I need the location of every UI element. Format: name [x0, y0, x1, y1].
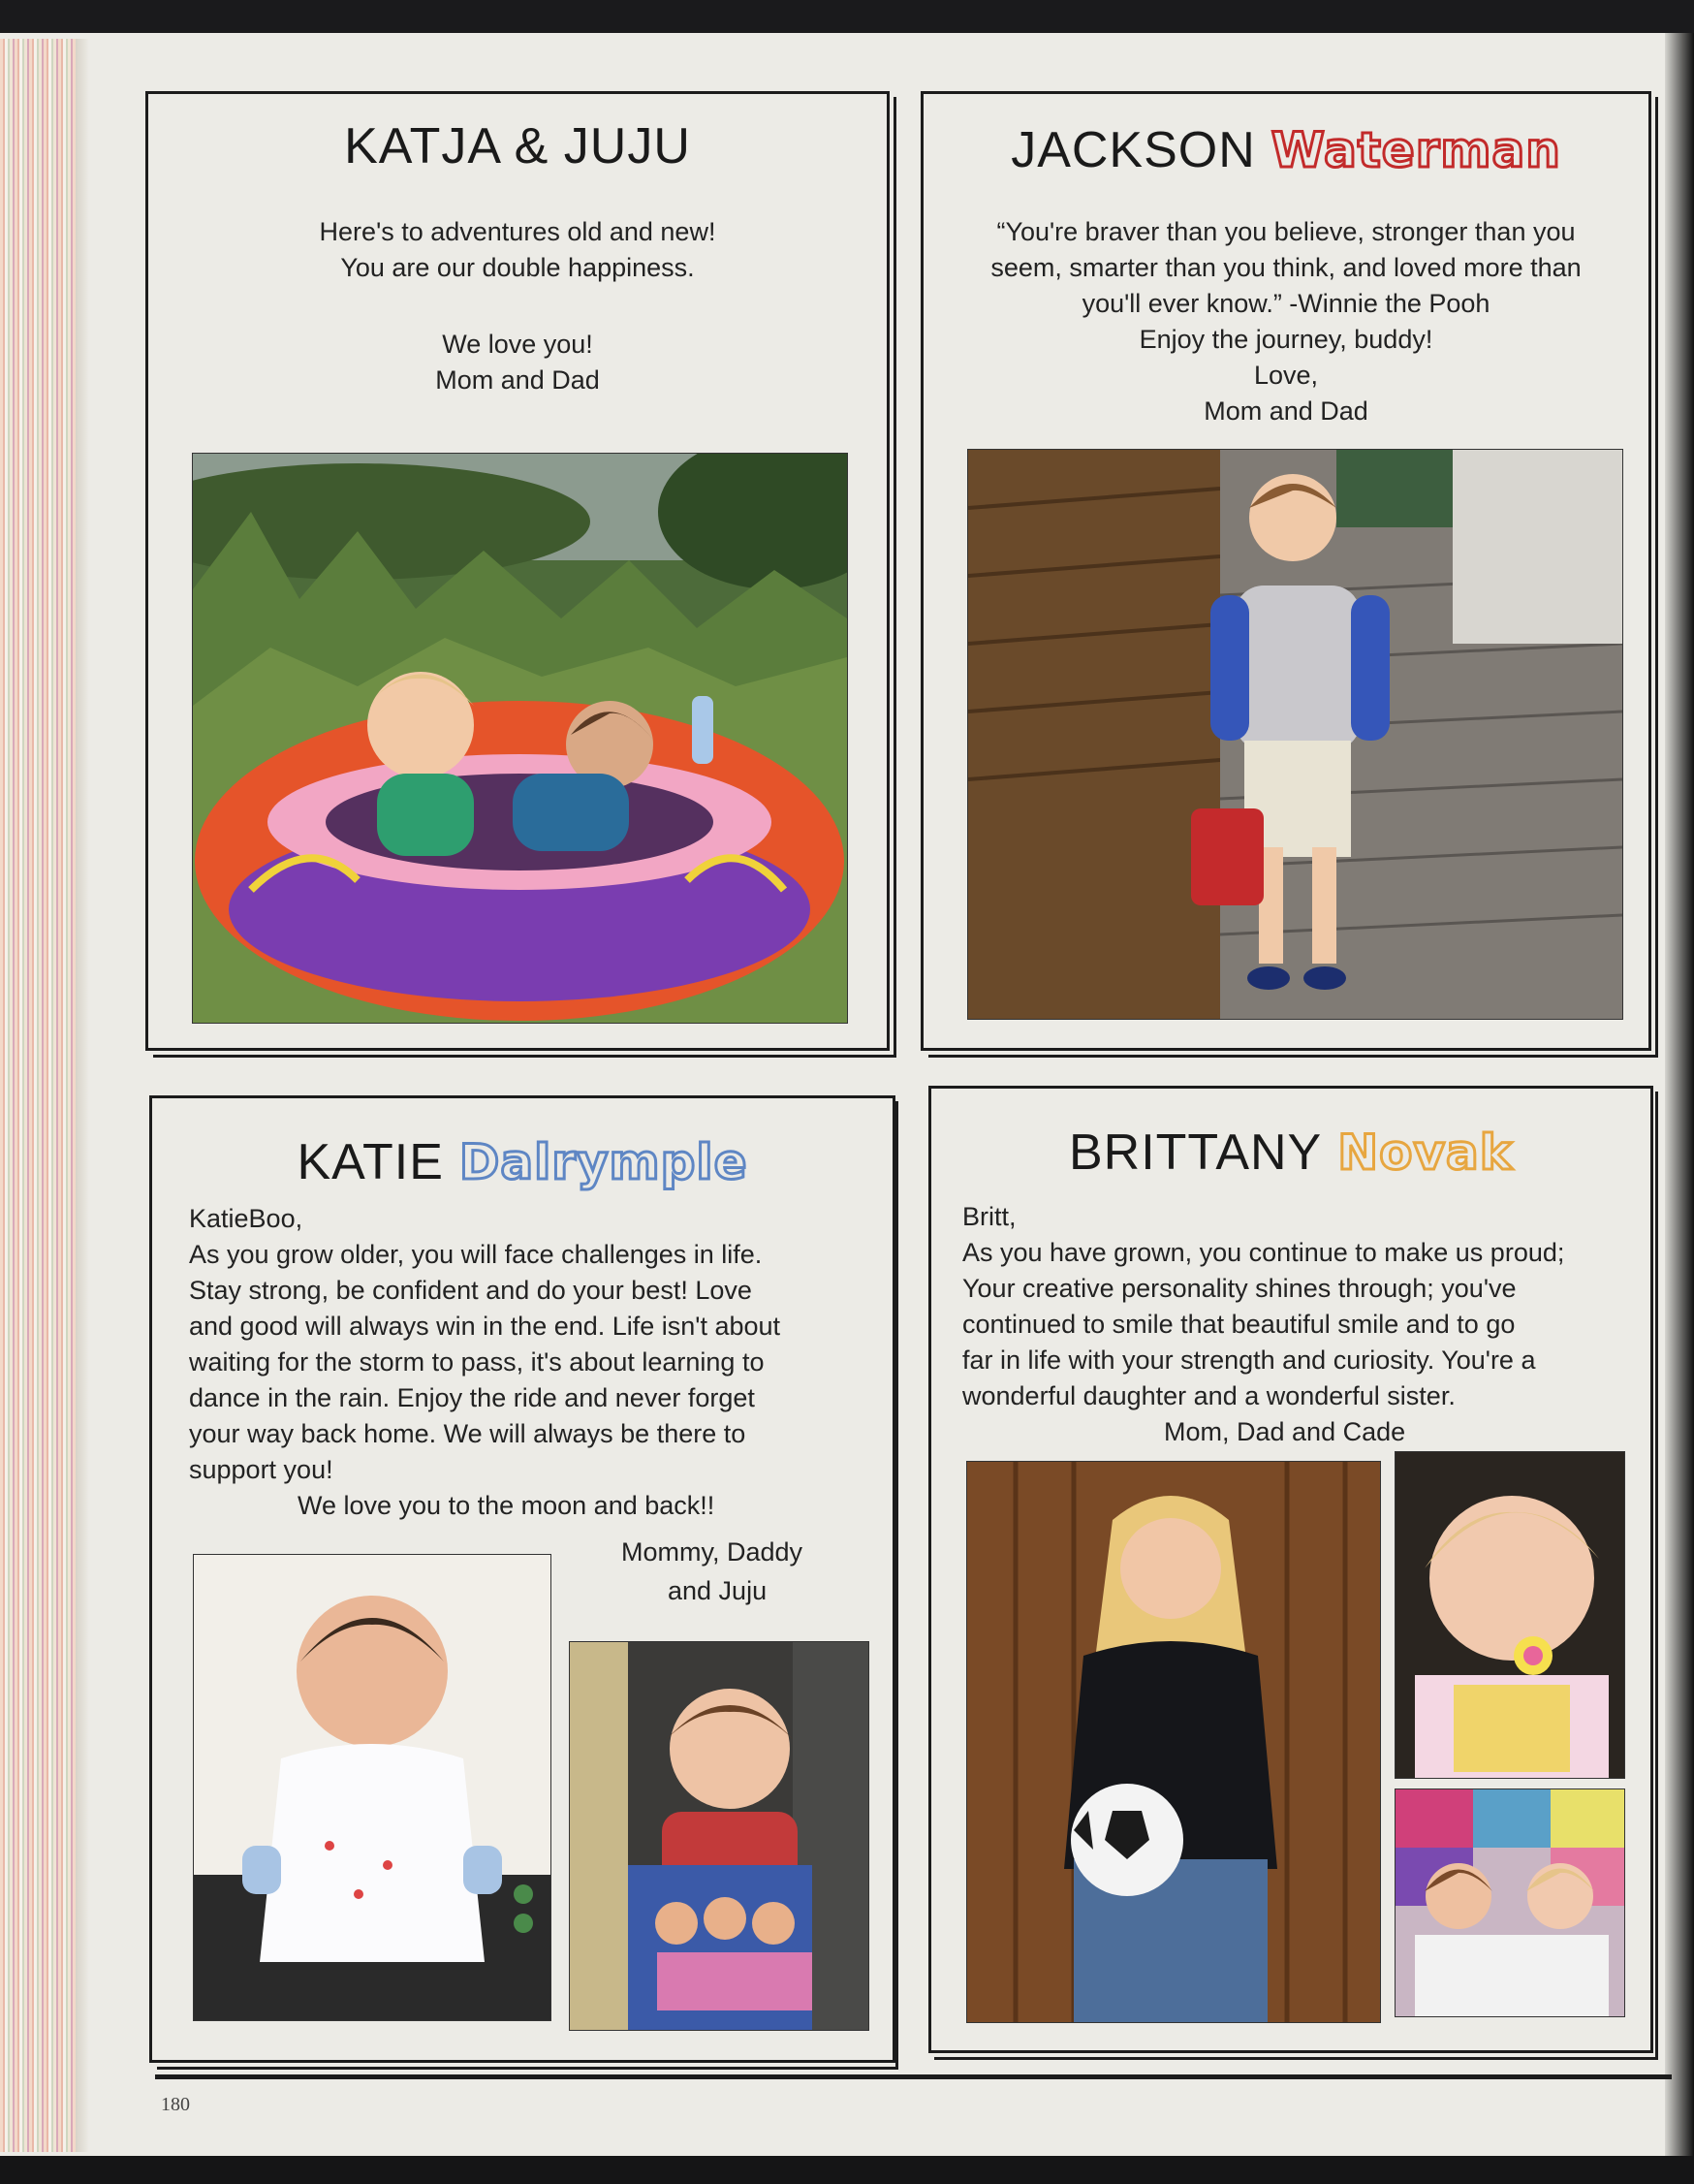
panel-jackson-waterman: [921, 91, 1651, 1051]
message-line: Here's to adventures old and new!: [319, 217, 716, 246]
page-edge-stripes: [0, 39, 87, 2152]
signature-line: Mom, Dad and Cade: [1164, 1417, 1406, 1446]
message-line: wonderful daughter and a wonderful sister.: [962, 1381, 1456, 1410]
panel-title: [931, 1124, 1650, 1182]
message-line: Your creative personality shines through; you've: [962, 1274, 1517, 1303]
signature-line: and Juju: [668, 1576, 768, 1605]
photo-kids-on-inflatable-image: [193, 454, 847, 1023]
first-name: BRITTANY: [1068, 1124, 1323, 1181]
message: [924, 214, 1648, 429]
page-gutter-shade: [76, 39, 89, 2152]
surname: Waterman: [1270, 122, 1561, 178]
page-number: 180: [161, 2094, 190, 2115]
message-line: “You're braver than you believe, stronger than you: [996, 217, 1576, 246]
photo-siblings-image: [1396, 1789, 1624, 2016]
first-name: JACKSON: [1011, 122, 1256, 178]
message-line: dance in the rain. Enjoy the ride and never forget: [189, 1383, 755, 1412]
message: [189, 1201, 867, 1524]
photo-teen-with-soccer-ball-image: [967, 1462, 1380, 2022]
surname: Dalrymple: [458, 1134, 748, 1190]
first-name: KATJA & JUJU: [344, 118, 691, 174]
message-line: KatieBoo,: [189, 1204, 303, 1233]
photo-girl-with-magazine: [569, 1641, 869, 2031]
message-line: and good will always win in the end. Life isn't about: [189, 1312, 781, 1341]
message-line: Mom and Dad: [435, 365, 600, 395]
photo-toddler-with-pacifier: [1395, 1451, 1625, 1779]
page-right-edge: [1665, 33, 1694, 2156]
message-line: Britt,: [962, 1202, 1017, 1231]
message-line: support you!: [189, 1455, 333, 1484]
surname: Novak: [1337, 1124, 1514, 1181]
photo-boy-with-lunchbox-image: [968, 450, 1622, 1019]
message-line: your way back home. We will always be there to: [189, 1419, 746, 1448]
message-line: You are our double happiness.: [340, 253, 695, 282]
photo-kids-on-inflatable: [192, 453, 848, 1024]
message-line: Mom and Dad: [1204, 396, 1368, 426]
message-line: We love you!: [442, 330, 593, 359]
panel-brittany-novak: [928, 1086, 1653, 2053]
message-line: seem, smarter than you think, and loved more than: [990, 253, 1582, 282]
photo-baby: [193, 1554, 551, 2021]
message-spacer: [148, 286, 887, 327]
panel-katja-juju: [145, 91, 890, 1051]
photo-siblings: [1395, 1788, 1625, 2017]
message: [148, 214, 887, 398]
message-line: As you have grown, you continue to make us proud;: [962, 1238, 1565, 1267]
message-line: far in life with your strength and curiosity. You're a: [962, 1345, 1536, 1375]
message-line: continued to smile that beautiful smile and to go: [962, 1310, 1516, 1339]
scan-bottom-border: [0, 2156, 1694, 2184]
photo-baby-image: [194, 1555, 550, 2020]
signature-line: Mommy, Daddy: [621, 1537, 803, 1567]
message-line: Love,: [1253, 361, 1319, 390]
closing-line: We love you to the moon and back!!: [298, 1491, 715, 1520]
message: [962, 1199, 1641, 1450]
message-line: you'll ever know.” -Winnie the Pooh: [1082, 289, 1490, 318]
message-line: As you grow older, you will face challenges in life.: [189, 1240, 763, 1269]
message-line: waiting for the storm to pass, it's about learning to: [189, 1347, 765, 1377]
photo-girl-with-magazine-image: [570, 1642, 868, 2030]
photo-teen-with-soccer-ball: [966, 1461, 1381, 2023]
photo-toddler-with-pacifier-image: [1396, 1452, 1624, 1778]
panel-katie-dalrymple: [149, 1095, 895, 2063]
message-line: Enjoy the journey, buddy!: [1139, 325, 1433, 354]
panel-title: [924, 121, 1648, 179]
photo-boy-with-lunchbox: [967, 449, 1623, 1020]
panel-title: [152, 1133, 893, 1191]
message-line: Stay strong, be confident and do your best! Love: [189, 1276, 752, 1305]
bottom-rule: [155, 2074, 1672, 2079]
panel-title: [148, 117, 887, 175]
first-name: KATIE: [297, 1134, 444, 1190]
